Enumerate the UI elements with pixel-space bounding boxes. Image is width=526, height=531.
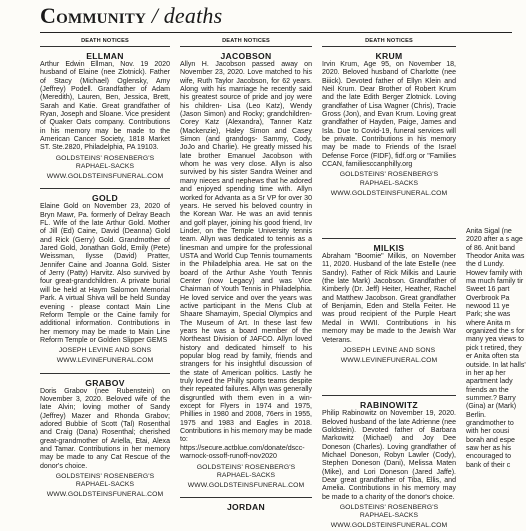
notice-jordan: [180, 502, 312, 512]
notice-body: Doris Grabov (nee Rubenstein) on November 3, 2020. Beloved wife of the late Alvin; loving mother of Sandy (Jeffrey) Mazer and Rhonda Grabov; adored Bubbie of Scott (Tal) Rosenthal and Craig (Dana) Rosenthal; cherished great-grandmother of Ariella, Etai, Alexa and Tamar. Contributions in her memory may be made to any Cat Rescue of the donor's choice.: [40, 387, 170, 470]
notice-name: MILKIS: [373, 243, 405, 254]
notice-name: GRABOV: [85, 377, 125, 388]
notice-divider: [322, 238, 456, 239]
masthead: [40, 3, 512, 33]
notice-milkis: [322, 243, 456, 365]
notice-name: RABINOWITZ: [360, 400, 418, 411]
funeral-home: GOLDSTEINS' ROSENBERG'S RAPHAEL-SACKS: [55, 154, 155, 170]
funeral-home: JOSEPH LEVINE AND SONS: [342, 346, 436, 354]
death-notices-header: DEATH NOTICES: [322, 38, 456, 47]
notice-jacobson: [180, 51, 312, 490]
funeral-home-website[interactable]: WWW.GOLDSTEINSFUNERAL.COM: [187, 481, 305, 489]
funeral-home-website[interactable]: WWW.GOLDSTEINSFUNERAL.COM: [330, 522, 448, 530]
funeral-home: GOLDSTEINS' ROSENBERG'S RAPHAEL-SACKS: [196, 463, 296, 479]
header-rule: [40, 32, 512, 33]
subsection-name: deaths: [163, 3, 223, 28]
notice-krum: [322, 51, 456, 198]
funeral-home-website[interactable]: WWW.LEVINEFUNERAL.COM: [56, 357, 154, 365]
notice-sigal-partial: [466, 228, 526, 470]
column-2: [180, 38, 312, 512]
notice-body: Arthur Edwin Ellman, Nov. 19 2020 husband of Elaine (nee Zlotnick). Father of Stacy (Michael) Oglensky, Amy (Jeffrey) Podell. Grandfather of Adam (Meredith), Lauren, Ben, Jessica, Brett, Sarah and Katie. Great grandfather of Ryan, Joseph and Sloane. Vice president of Quaker Oats company. Contributions in his memory may be made to the American Cancer Society, 1818 Market ST. Ste.2820, Philadelphia, PA 19103.: [40, 61, 170, 152]
notice-name: GOLD: [91, 193, 119, 204]
funeral-home: GOLDSTEINS' ROSENBERG'S RAPHAEL-SACKS: [55, 473, 155, 489]
death-notices-header: DEATH NOTICES: [180, 38, 312, 47]
notice-body: Anita Sigal (ne 2020 after a s age of 86. Anit band Theodor Anita was the d Lundy. Howev family with ma much family tir Sweet 16 part Overbrook Pa newood 11 ye Park; she was where Anita m organized the s for many yea views to pick t retired, they er Anita often sta outside. In lat halls' in her ap her apartment lady friends an the summer.? Barry (Gina) ar (Mark) Berlin. grandmother to with her cousi borah and espe saw her as his encouraged to bank of their c: [466, 228, 526, 469]
notice-gold: [40, 193, 170, 365]
notice-body: Abraham "Boomie" Milkis, on November 11, 2020. Husband of the late Estelle (nee Sandry). Father of Rick Milkis and Laurie (the late Mark) Jacobson. Grandfather of Kimberly (Dr. Jeff) Heiter, Heather, Rachel and Matthew Jacobson. Great grandfather of Benjamin, Eden and Stella Feiter. He was proud recipient of the Purple Heart Medal in WWII. Contributions in his memory may be made to the Jewish War Veterans.: [322, 253, 456, 344]
notice-body: Philip Rabinowitz on November 19, 2020. Beloved husband of the late Adrienne (nee Goldstein). Devoted father of Barbara Markowitz (Michael) and Joy Dee Doneson (Charles). Loving grandfather of Michael Doneson, Robyn Lawler (Cody), Stephen Doneson (Dani), Melissa Maten (Mike), and Lori Doneson (Jared Jaffe). Dear great grandfather of Tiba, Ellis, and Amelia. Contributions in his memory may be made to a charity of the donor's choice.: [322, 410, 456, 501]
section-separator: /: [151, 3, 159, 28]
notice-body: Elaine Gold on November 23, 2020 of Bryn Mawr, Pa. formerly of Delray Beach FL. Wife of the late Arthur Gold. Mother of Jill (Ed) Caine, David (Deanna) Gold and Rick (Gerry) Gold. Grandmother of Jared Gold, Jonathan Gold, Emily (Pete) Weissman, Ilysse (David) Pratter, Jennifer Caine and Joanna Gold. Sister of Jerry (Patty) Harvitz. Also survived by four great-grandchildren. A private burial will be held at Haym Salomon Memorial Park. A virtual Shiva will be held Sunday evening - please contact Main Line Reform Temple or the Caine family for additional information. Contributions in her memory may be made to Main Line Reform Temple or Golden Slipper GEMS: [40, 203, 170, 344]
notice-body: Allyn H. Jacobson passed away on November 23, 2020. Love matched to his wife, Ruth Taylor Jacobson, for 62 years. Along with his marriage he recently said his greatest source of pride and joy were his children- Lisa (Leo Katz), Wendy (Jason Simon) and Rocky; grandchildren- Corey Katz (Alexandra), Tanner Katz (Mackenzie), Haley Simon and Casey Simon (and grandogs- Sammy, Cody, JoJo and Charlie). He greatly missed his late brother Emanuel Jacobson with whom he was very close. Allyn is also survived by his sister Sandra Weiner and many nieces and nephews that he adored and enjoyed spending time with. Allyn worked for Advanta as a Sr VP for over 30 years. He served his beloved country in the Korean War. He was an avid tennis and golf player, joining his good friend, Irv Linder, on the Temple University tennis team. Allyn was dedicated to tennis as a linesman and umpire for the professional USTA and World Cup Tennis tournaments in the Philadelphia area. He sat on the board of the Arthur Ashe Youth Tennis Center (now Legacy) and was Vice Chairman of Youth Tennis in Philadelphia. He loved service and over the years was active participant in the Mens Club at Shaare Shamayim, Special Olympics and The Museum of Art. In these last few years he was a board member of the Northeast Division of JAFCO. Allyn loved history and dedicated himself to his popular blog read by family, friends and strangers for his insightful discussion of the state of American politics. Lastly he truly loved the Philly sports teams despite their repeated failures. Allyn was generally disgruntled with them even in a win- except for Flyers in 1974 and 1975, Phillies in 1980 and 2008, 76ers in 1955, 1975 and 1983 and Eagles in 2018. Contributions in his memory may be made to: https://secure.actblue.com/donate/dscc-warnock-ossoff-runoff-nov2020: [180, 61, 313, 461]
funeral-home-website[interactable]: WWW.GOLDSTEINSFUNERAL.COM: [330, 189, 448, 197]
notice-name: ELLMAN: [86, 51, 124, 61]
funeral-home: JOSEPH LEVINE AND SONS: [58, 347, 152, 355]
death-notices-header: DEATH NOTICES: [40, 38, 170, 47]
column-1: [40, 38, 170, 512]
funeral-home: GOLDSTEINS' ROSENBERG'S RAPHAEL-SACKS: [339, 504, 439, 520]
notice-ellman: [40, 51, 170, 181]
notice-divider: [40, 188, 170, 189]
funeral-home-website[interactable]: WWW.GOLDSTEINSFUNERAL.COM: [46, 173, 164, 181]
notice-name: JORDAN: [226, 502, 266, 513]
notice-grabov: [40, 378, 170, 500]
section-name: Community: [40, 3, 147, 28]
notice-divider: [322, 395, 456, 396]
notice-name: KRUM: [375, 51, 403, 61]
funeral-home-website[interactable]: WWW.LEVINEFUNERAL.COM: [340, 357, 438, 365]
funeral-home-website[interactable]: WWW.GOLDSTEINSFUNERAL.COM: [46, 491, 164, 499]
funeral-home: GOLDSTEINS' ROSENBERG'S RAPHAEL-SACKS: [339, 171, 439, 187]
column-3: [322, 38, 456, 530]
section-title: [40, 3, 222, 29]
notice-name: JACOBSON: [220, 51, 272, 61]
notice-rabinowitz: [322, 400, 456, 530]
notice-divider: [40, 373, 170, 374]
column-4-partial: [466, 38, 526, 512]
notice-body: Irvin Krum, Age 95, on November 18, 2020. Beloved husband of Charlotte (nee Biiick). Devoted father of Ellyn Klein and Neil Krum. Dear Brother of Robert Krum and the late Edith Berger Zlotnick. Loving grandfather of Lisa Wagner (Chris), Tracie Gross (Jon), and Evan Krum. Loving great grandfather of Hayden, Paige, James and Isla. Due to Covid-19, funeral services will be private. Contributions in his memory may be made to Friends of the Israel Defense Force (FIDF), fidf.org or "Families CCAN, familiesccanphilly.org: [322, 61, 456, 169]
notice-divider: [180, 497, 312, 498]
